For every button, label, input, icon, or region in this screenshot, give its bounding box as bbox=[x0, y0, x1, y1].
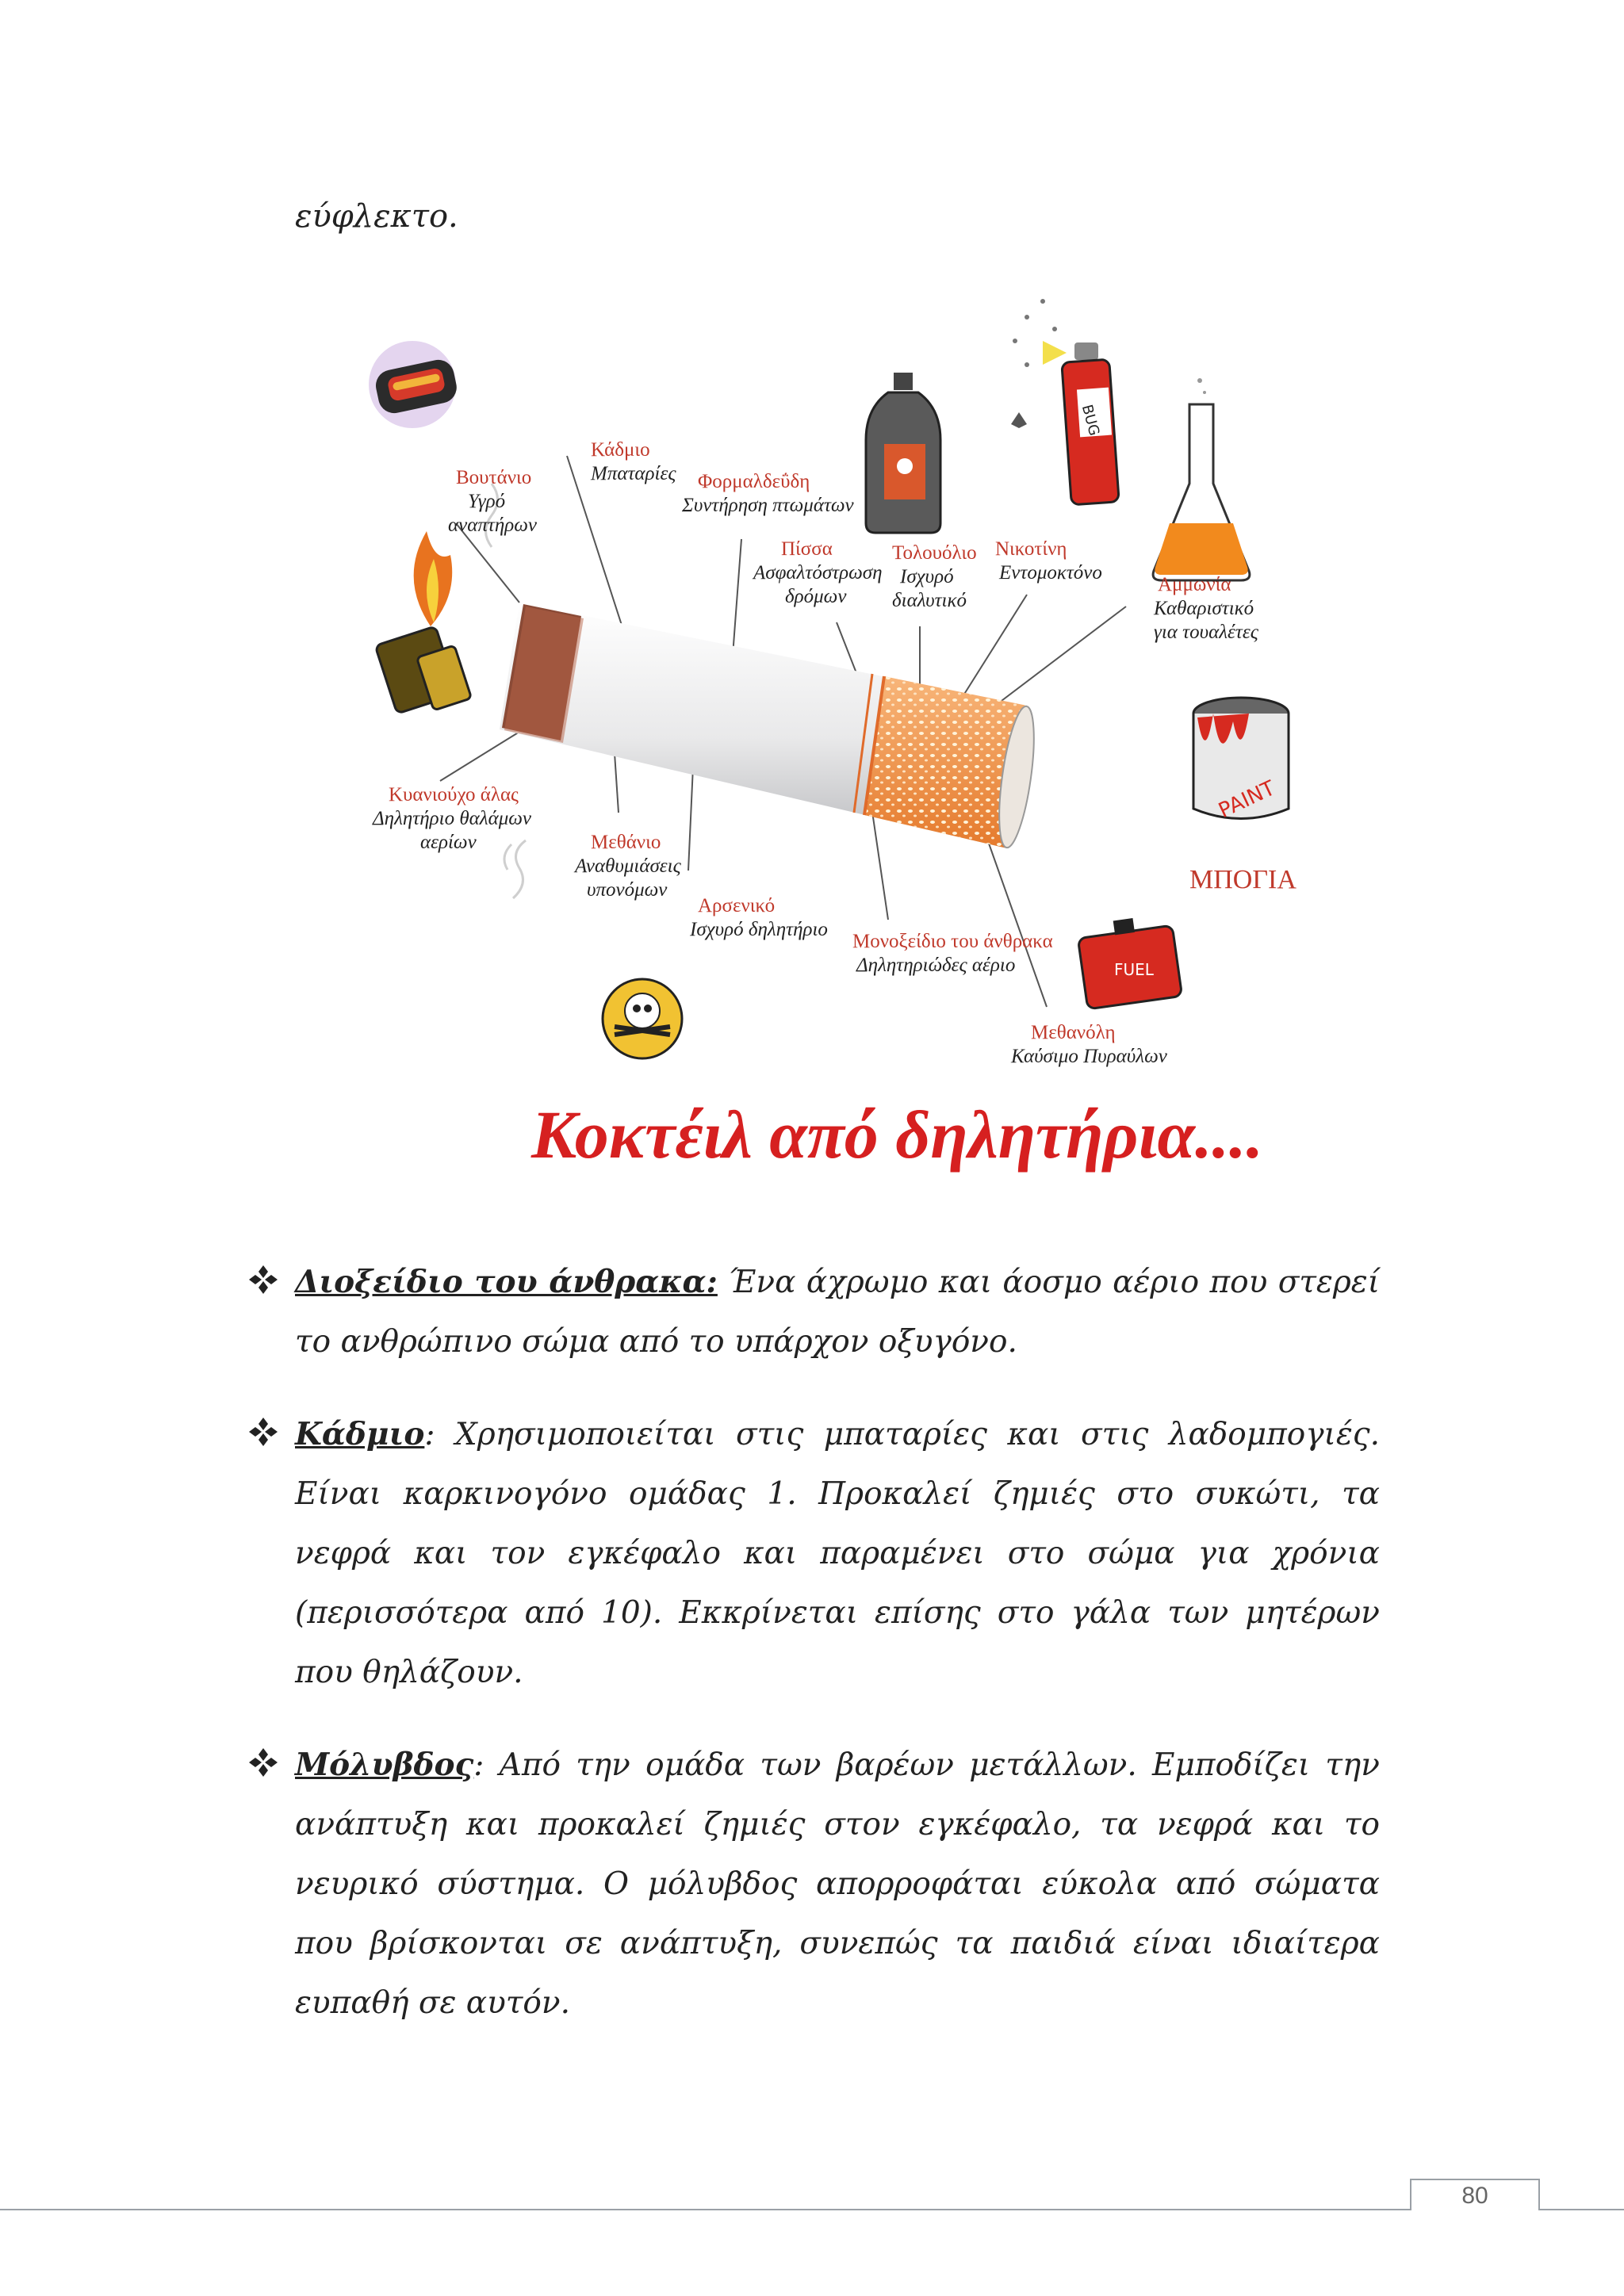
label-desc: για τουαλέτες bbox=[1154, 622, 1258, 643]
label-name: Κυανιούχο άλας bbox=[389, 784, 519, 806]
label-desc: Καύσιμο Πυραύλων bbox=[1011, 1046, 1167, 1067]
label-name: Πίσσα bbox=[781, 538, 833, 560]
can-label: PAINT bbox=[1215, 776, 1279, 824]
paint-can-icon bbox=[1193, 698, 1289, 823]
cigarette-graphic bbox=[500, 603, 1040, 850]
bullet-term: Κάδμιο bbox=[295, 1416, 425, 1452]
ammonia-flask-icon bbox=[1153, 378, 1250, 580]
label-desc: Ισχυρό δηλητήριο bbox=[690, 919, 828, 940]
label-name: Αρσενικό bbox=[698, 895, 776, 916]
bullet-item bbox=[238, 1405, 1380, 1702]
fuel-label: FUEL bbox=[1114, 960, 1154, 979]
label-name: Κάδμιο bbox=[591, 439, 650, 461]
label-desc: Ισχυρό bbox=[900, 566, 954, 587]
bullet-body: : Από την ομάδα των βαρέων μετάλλων. Εμποδίζει την ανάπτυξη και προκαλεί ζημιές στον εγκέφαλο, τα νεφρά και το νευρικό σύστημα. Ο μόλυβδος απορροφάται εύκολα από σώματα που βρίσκονται σε ανάπτυξη, συνεπώς τα παιδιά είναι ιδιαίτερα ευπαθή σε αυτόν. bbox=[295, 1747, 1380, 2021]
bullet-paragraph bbox=[295, 1405, 1380, 1702]
label-name: Αμμωνία bbox=[1158, 574, 1231, 595]
paint-label: ΜΠΟΓΙΑ bbox=[1189, 865, 1297, 894]
diamond-bullet-icon bbox=[247, 1416, 279, 1448]
label-desc: Ασφαλτόστρωση bbox=[753, 562, 883, 584]
label-name: Μεθάνιο bbox=[591, 832, 661, 853]
diamond-bullet-icon bbox=[247, 1747, 279, 1778]
label-desc: Δηλητήριο θαλάμων bbox=[373, 808, 531, 829]
bullet-body: Ένα άχρωμο και άοσμο αέριο που στερεί το ανθρώπινο σώμα από το υπάρχον οξυγόνο. bbox=[295, 1265, 1380, 1360]
label-desc: Μπαταρίες bbox=[591, 463, 676, 484]
bullet-paragraph bbox=[295, 1735, 1380, 2033]
label-desc: Καθαριστικό bbox=[1154, 598, 1254, 619]
insecticide-spray-icon bbox=[1011, 299, 1119, 505]
bullet-list bbox=[238, 1253, 1380, 2066]
label-name: Μονοξείδιο του άνθρακα bbox=[852, 931, 1053, 952]
fuel-can-icon bbox=[1078, 918, 1182, 1009]
label-name: Νικοτίνη bbox=[995, 538, 1067, 560]
toluene-bottle-icon bbox=[866, 373, 940, 533]
page-number: 80 bbox=[1410, 2179, 1540, 2210]
poster-title: Κοκτέιλ από δηλητήρια.... bbox=[531, 1096, 1264, 1173]
bullet-paragraph bbox=[295, 1253, 1380, 1372]
label-desc: δρόμων bbox=[785, 586, 847, 607]
spray-label: BUG bbox=[1078, 403, 1103, 438]
bullet-body: : Χρησιμοποιείται στις μπαταρίες και στις λαδομπογιές. Είναι καρκινογόνο ομάδας 1. Προκαλεί ζημιές στο συκώτι, τα νεφρά και τον εγκέφαλο και παραμένει στο σώμα για χρόνια (περισσότερα από 10). Εκκρίνεται επίσης στο γάλα των μητέρων που θηλάζουν. bbox=[295, 1417, 1380, 1690]
label-name: Βουτάνιο bbox=[456, 467, 532, 488]
label-desc: αναπτήρων bbox=[448, 515, 537, 536]
footer-rule bbox=[0, 2209, 1624, 2210]
poisons-cocktail-illustration bbox=[329, 285, 1336, 1197]
lighter-icon bbox=[375, 531, 472, 714]
label-desc: Αναθυμιάσεις bbox=[575, 855, 681, 877]
diamond-bullet-icon bbox=[247, 1264, 279, 1295]
label-name: Μεθανόλη bbox=[1031, 1022, 1116, 1043]
label-name: Τολουόλιο bbox=[892, 542, 977, 564]
label-desc: διαλυτικό bbox=[892, 590, 967, 611]
label-desc: Δηλητηριώδες αέριο bbox=[856, 955, 1016, 976]
bullet-item bbox=[238, 1735, 1380, 2033]
label-desc: υπονόμων bbox=[587, 879, 668, 901]
bullet-term: Μόλυβδος bbox=[295, 1747, 474, 1783]
label-desc: Συντήρηση πτωμάτων bbox=[682, 495, 854, 516]
label-desc: αερίων bbox=[420, 832, 477, 853]
label-desc: Υγρό bbox=[468, 491, 506, 512]
label-desc: Εντομοκτόνο bbox=[999, 562, 1102, 584]
bullet-item bbox=[238, 1253, 1380, 1372]
continued-text: εύφλεκτο. bbox=[295, 198, 458, 235]
label-name: Φορμαλδεΰδη bbox=[698, 471, 810, 492]
bullet-term: Διοξείδιο του άνθρακα: bbox=[295, 1264, 718, 1300]
skull-crossbones-icon bbox=[603, 979, 682, 1058]
battery-icon bbox=[369, 341, 460, 428]
